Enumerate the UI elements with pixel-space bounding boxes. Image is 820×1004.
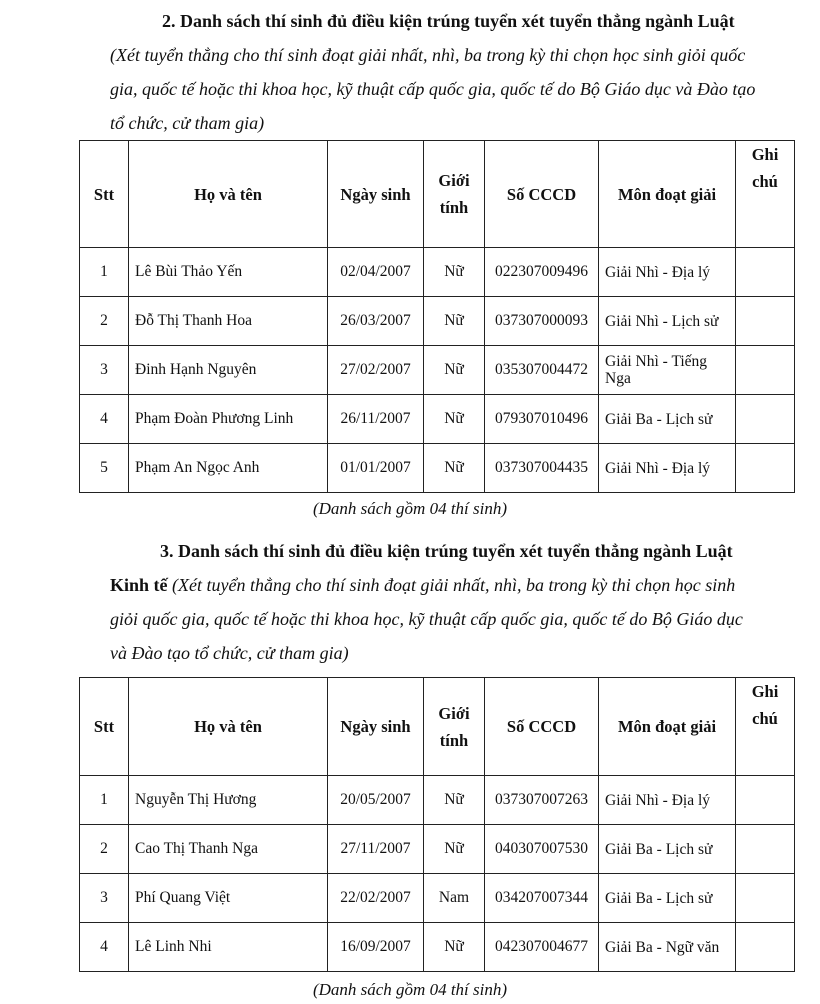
col-header-dob: Ngày sinh (328, 678, 424, 776)
cell-id: 037307007263 (485, 776, 599, 825)
section-3-table (79, 677, 795, 972)
cell-stt: 2 (80, 297, 129, 346)
section-3-note: (Xét tuyển thẳng cho thí sinh đoạt giải nhất, nhì, ba trong kỳ thi chọn học sinh giỏi quốc gia, quốc tế hoặc thi khoa học, kỹ thuật cấp quốc gia, quốc tế do Bộ Giáo dục và Đào tạo tổ chức, cử tham gia) (110, 575, 743, 663)
cell-id: 037307004435 (485, 444, 599, 493)
section-2-summary: (Danh sách gồm 04 thí sinh) (312, 499, 508, 518)
cell-name: Lê Linh Nhi (129, 923, 328, 972)
cell-dob: 26/03/2007 (328, 297, 424, 346)
cell-stt: 3 (80, 874, 129, 923)
section-3-heading: 3. Danh sách thí sinh đủ điều kiện trúng tuyển xét tuyển thẳng ngành Luật Kinh tế (110, 541, 733, 595)
cell-prize: Giải Nhì - Địa lý (599, 248, 736, 297)
section-2-heading: 2. Danh sách thí sinh đủ điều kiện trúng tuyển xét tuyển thẳng ngành Luật (162, 11, 735, 31)
cell-name: Lê Bùi Thảo Yến (129, 248, 328, 297)
col-header-name: Họ và tên (129, 141, 328, 248)
cell-id: 034207007344 (485, 874, 599, 923)
cell-stt: 4 (80, 923, 129, 972)
cell-note (736, 444, 795, 493)
table-row (80, 923, 795, 972)
col-header-gender: Giới tính (424, 678, 485, 776)
cell-note (736, 297, 795, 346)
table-row (80, 825, 795, 874)
cell-note (736, 776, 795, 825)
cell-gender: Nữ (424, 776, 485, 825)
col-header-dob: Ngày sinh (328, 141, 424, 248)
cell-id: 037307000093 (485, 297, 599, 346)
cell-dob: 01/01/2007 (328, 444, 424, 493)
cell-name: Đỗ Thị Thanh Hoa (129, 297, 328, 346)
cell-dob: 22/02/2007 (328, 874, 424, 923)
table-row (80, 395, 795, 444)
cell-prize: Giải Nhì - Tiếng Nga (599, 346, 736, 395)
col-header-id: Số CCCD (485, 678, 599, 776)
cell-gender: Nữ (424, 444, 485, 493)
cell-prize: Giải Ba - Ngữ văn (599, 923, 736, 972)
cell-prize: Giải Ba - Lịch sử (599, 395, 736, 444)
cell-name: Đinh Hạnh Nguyên (129, 346, 328, 395)
section-3-summary: (Danh sách gồm 04 thí sinh) (312, 980, 508, 999)
table-header-row (80, 141, 795, 248)
cell-id: 035307004472 (485, 346, 599, 395)
cell-stt: 3 (80, 346, 129, 395)
cell-gender: Nữ (424, 395, 485, 444)
cell-name: Phạm An Ngọc Anh (129, 444, 328, 493)
cell-stt: 5 (80, 444, 129, 493)
cell-id: 042307004677 (485, 923, 599, 972)
col-header-note: Ghi chú (736, 678, 795, 776)
cell-name: Phạm Đoàn Phương Linh (129, 395, 328, 444)
cell-stt: 1 (80, 248, 129, 297)
cell-id: 022307009496 (485, 248, 599, 297)
col-header-stt: Stt (80, 141, 129, 248)
cell-gender: Nữ (424, 297, 485, 346)
col-header-note: Ghi chú (736, 141, 795, 248)
section-3-intro (110, 534, 760, 670)
cell-note (736, 874, 795, 923)
cell-name: Phí Quang Việt (129, 874, 328, 923)
section-2-table (79, 140, 795, 493)
col-header-stt: Stt (80, 678, 129, 776)
cell-note (736, 923, 795, 972)
cell-stt: 4 (80, 395, 129, 444)
section-2-intro (110, 4, 760, 140)
cell-gender: Nữ (424, 346, 485, 395)
col-header-prize: Môn đoạt giải (599, 678, 736, 776)
cell-note (736, 395, 795, 444)
col-header-gender: Giới tính (424, 141, 485, 248)
col-header-id: Số CCCD (485, 141, 599, 248)
cell-id: 079307010496 (485, 395, 599, 444)
cell-prize: Giải Nhì - Địa lý (599, 776, 736, 825)
cell-stt: 1 (80, 776, 129, 825)
col-header-prize: Môn đoạt giải (599, 141, 736, 248)
table-row (80, 776, 795, 825)
cell-gender: Nam (424, 874, 485, 923)
cell-note (736, 248, 795, 297)
table-header-row (80, 678, 795, 776)
cell-dob: 16/09/2007 (328, 923, 424, 972)
table-row (80, 297, 795, 346)
table-row (80, 346, 795, 395)
table-row (80, 444, 795, 493)
cell-dob: 27/11/2007 (328, 825, 424, 874)
cell-stt: 2 (80, 825, 129, 874)
cell-dob: 20/05/2007 (328, 776, 424, 825)
cell-dob: 26/11/2007 (328, 395, 424, 444)
cell-dob: 27/02/2007 (328, 346, 424, 395)
cell-gender: Nữ (424, 923, 485, 972)
cell-name: Cao Thị Thanh Nga (129, 825, 328, 874)
cell-prize: Giải Ba - Lịch sử (599, 825, 736, 874)
section-2-note: (Xét tuyển thẳng cho thí sinh đoạt giải nhất, nhì, ba trong kỳ thi chọn học sinh giỏi quốc gia, quốc tế hoặc thi khoa học, kỹ thuật cấp quốc gia, quốc tế do Bộ Giáo dục và Đào tạo tổ chức, cử tham gia) (110, 45, 756, 133)
cell-gender: Nữ (424, 825, 485, 874)
cell-name: Nguyễn Thị Hương (129, 776, 328, 825)
cell-note (736, 346, 795, 395)
cell-prize: Giải Nhì - Lịch sử (599, 297, 736, 346)
cell-id: 040307007530 (485, 825, 599, 874)
cell-dob: 02/04/2007 (328, 248, 424, 297)
cell-prize: Giải Nhì - Địa lý (599, 444, 736, 493)
cell-note (736, 825, 795, 874)
col-header-name: Họ và tên (129, 678, 328, 776)
cell-gender: Nữ (424, 248, 485, 297)
table-row (80, 874, 795, 923)
table-row (80, 248, 795, 297)
cell-prize: Giải Ba - Lịch sử (599, 874, 736, 923)
